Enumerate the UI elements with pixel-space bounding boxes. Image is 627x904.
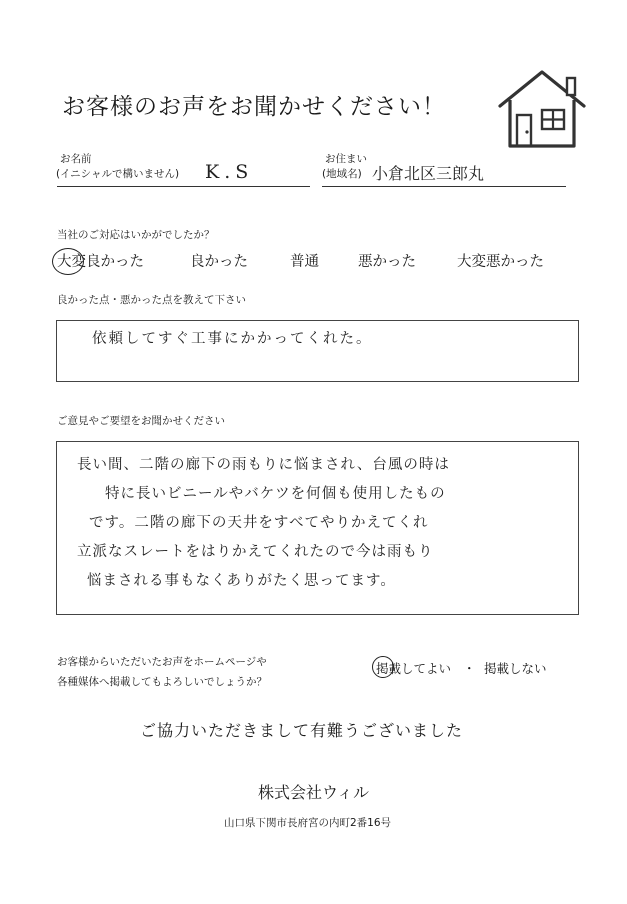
publish-separator: ・	[463, 661, 476, 676]
q3-label: ご意見やご要望をお聞かせください	[57, 415, 225, 427]
area-value: 小倉北区三郎丸	[372, 164, 485, 183]
house-icon	[496, 66, 588, 152]
q4-line2: 各種媒体へ掲載してもよろしいでしょうか？	[57, 676, 267, 688]
name-value: K.S	[205, 161, 254, 183]
area-label: お住まい	[325, 153, 367, 165]
q2-label: 良かった点・悪かった点を教えて下さい	[57, 294, 246, 306]
company-address: 山口県下関市長府宮の内町2番16号	[224, 817, 392, 829]
q2-answer: 依頼してすぐ工事にかかってくれた。	[92, 331, 373, 347]
area-underline	[322, 186, 566, 187]
form-title: お客様のお声をお聞かせください！	[62, 94, 446, 120]
answer-line: 悩まされる事もなくありがたく思ってます。	[87, 573, 396, 589]
name-note: (イニシャルで構いません)	[56, 168, 180, 180]
thanks-message: ご協力いただきまして有難うございました	[140, 721, 464, 740]
option-good: 良かった	[190, 254, 248, 270]
option-very-good: 大変良かった	[57, 254, 144, 270]
company-name: 株式会社ウィル	[258, 783, 370, 802]
publish-yes: 掲載してよい	[376, 661, 452, 676]
q1-label: 当社のご対応はいかがでしたか？	[57, 229, 215, 241]
name-underline	[57, 186, 310, 187]
answer-line: 長い間、二階の廊下の雨もりに悩まされ、台風の時は	[77, 457, 450, 473]
answer-line: 特に長いビニールやバケツを何個も使用したもの	[105, 486, 446, 502]
q3-answer	[75, 451, 450, 596]
option-bad: 悪かった	[358, 254, 416, 270]
name-label: お名前	[60, 153, 92, 165]
q4-line1: お客様からいただいたお声をホームページや	[57, 656, 267, 668]
area-note: (地域名)	[322, 168, 362, 180]
answer-line: 立派なスレートをはりかえてくれたので今は雨もり	[77, 544, 434, 560]
option-very-bad: 大変悪かった	[457, 254, 544, 270]
option-average: 普通	[290, 254, 319, 270]
answer-line: です。二階の廊下の天井をすべてやりかえてくれ	[89, 515, 429, 531]
publish-no: 掲載しない	[484, 661, 547, 676]
